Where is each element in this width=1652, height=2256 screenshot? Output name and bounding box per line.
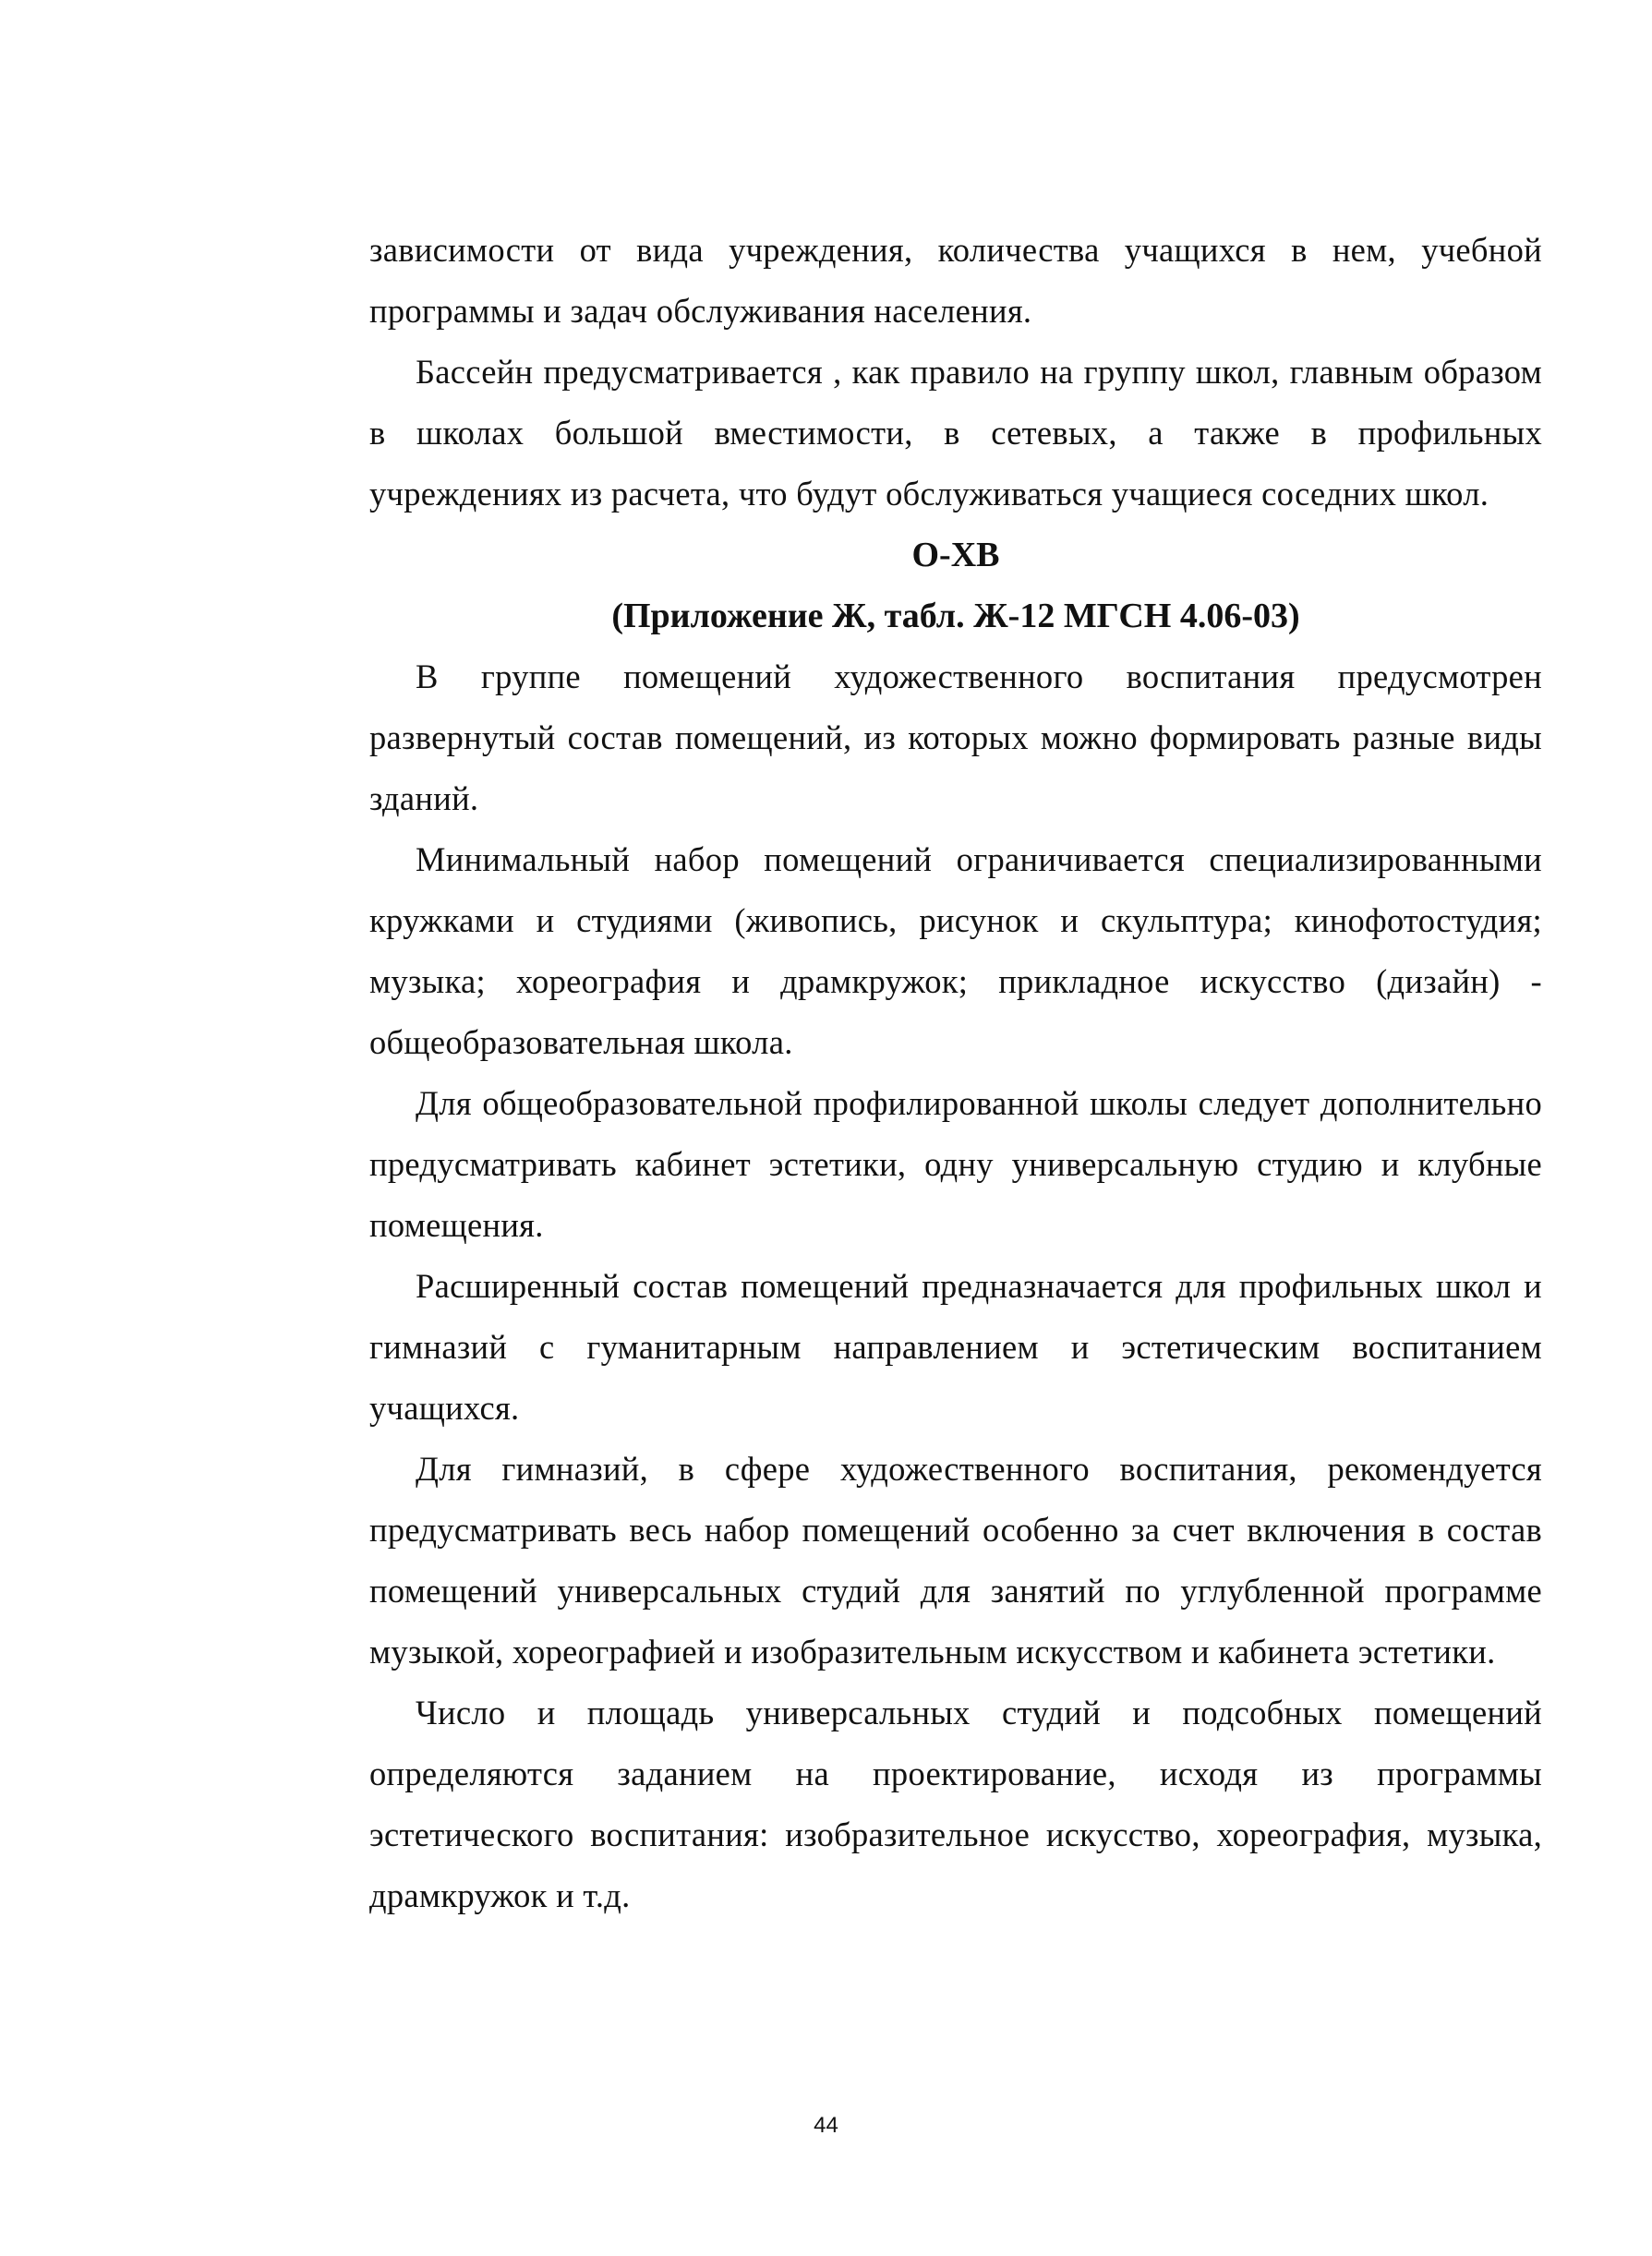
paragraph-minimal-set: Минимальный набор помещений ограничивается специализированными кружками и студиями (живопись, рисунок и скульптура; кинофотостудия; музыка; хореография и драмкружок; прикладное искусство (дизайн) - общеобразовательная школа. (369, 840, 1542, 1061)
page-number: 44 (814, 2113, 838, 2138)
body-text (369, 220, 1542, 1926)
paragraph-pool: Бассейн предусматривается , как правило на группу школ, главным образом в школах большой вместимости, в сетевых, а также в профильных учреждениях из расчета, что будут обслуживаться учащиеся соседних школ. (369, 353, 1542, 513)
paragraph-profile-school: Для общеобразовательной профилированной школы следует дополнительно предусматривать кабинет эстетики, одну универсальную студию и клубные помещения. (369, 1084, 1542, 1244)
paragraph-continued: зависимости от вида учреждения, количества учащихся в нем, учебной программы и задач обслуживания населения. (369, 231, 1542, 330)
section-subheading: (Приложение Ж, табл. Ж-12 МГСН 4.06-03) (611, 597, 1300, 635)
paragraph-art-group: В группе помещений художественного воспитания предусмотрен развернутый состав помещений, из которых можно формировать разные виды зданий. (369, 657, 1542, 817)
section-heading: О-ХВ (911, 536, 1000, 574)
paragraph-extended-set: Расширенный состав помещений предназначается для профильных школ и гимназий с гуманитарным направлением и эстетическим воспитанием учащихся. (369, 1267, 1542, 1427)
paragraph-studio-count: Число и площадь универсальных студий и подсобных помещений определяются заданием на проектирование, исходя из программы эстетического воспитания: изобразительное искусство, хореография, музыка, драмкружок и т.д. (369, 1694, 1542, 1914)
paragraph-gymnasium: Для гимназий, в сфере художественного воспитания, рекомендуется предусматривать весь набор помещений особенно за счет включения в состав помещений универсальных студий для занятий по углубленной программе музыкой, хореографией и изобразительным искусством и кабинета эстетики. (369, 1450, 1542, 1671)
